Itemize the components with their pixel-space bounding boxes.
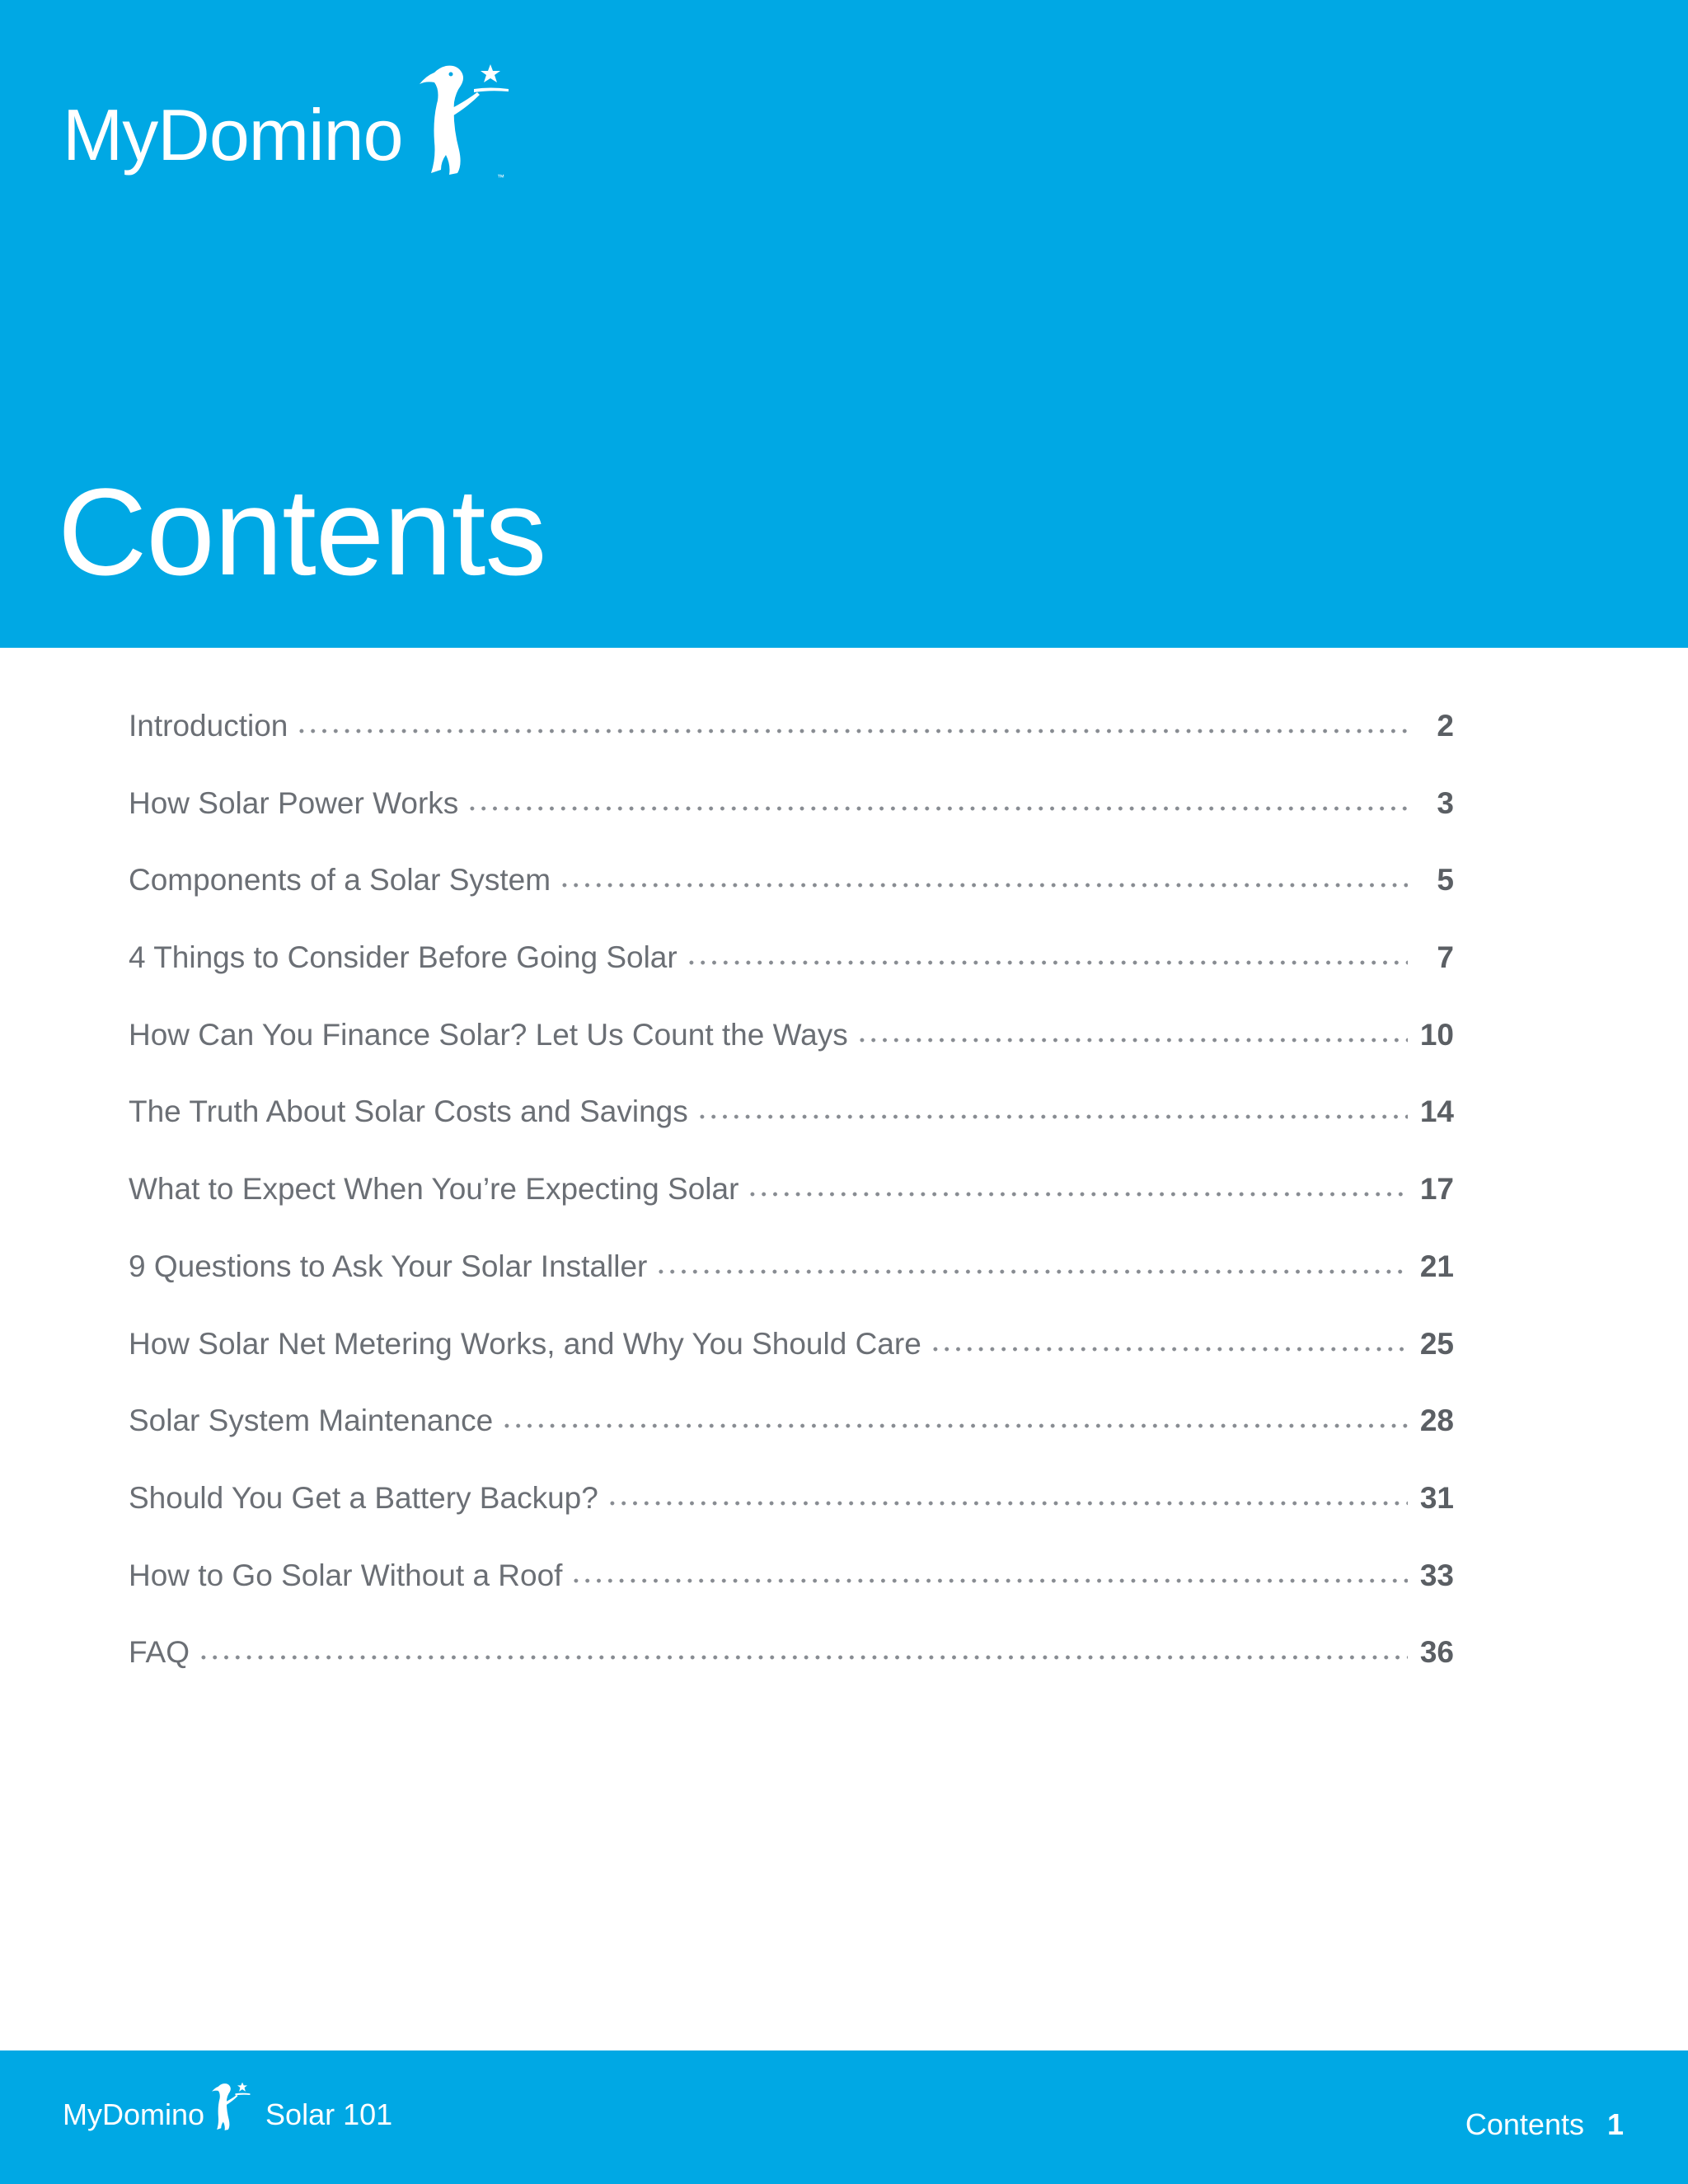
toc-entry-page: 3 <box>1437 785 1454 820</box>
table-of-contents <box>129 710 1454 1714</box>
toc-entry-title: Solar System Maintenance <box>129 1404 494 1438</box>
footer-document-title: Solar 101 <box>265 2097 393 2131</box>
toc-entry-title: The Truth About Solar Costs and Savings <box>129 1094 688 1129</box>
toc-dot-leader <box>296 728 1408 734</box>
toc-entry-title: Should You Get a Battery Backup? <box>129 1480 598 1515</box>
toc-entry-title: Components of a Solar System <box>129 863 551 898</box>
toc-entry[interactable] <box>129 1174 1454 1251</box>
toc-entry-title: How to Go Solar Without a Roof <box>129 1558 563 1592</box>
toc-entry-page: 7 <box>1437 940 1454 975</box>
toc-entry-page: 28 <box>1419 1404 1454 1438</box>
toc-dot-leader <box>930 1346 1408 1352</box>
toc-dot-leader <box>686 959 1408 966</box>
footer-brand-name: MyDomino <box>63 2097 205 2131</box>
penguin-waiter-icon <box>398 59 513 183</box>
toc-entry-title: How Solar Power Works <box>129 785 459 820</box>
toc-entry-page: 17 <box>1419 1172 1454 1207</box>
toc-entry[interactable] <box>129 1019 1454 1097</box>
footer-brand <box>63 2080 392 2135</box>
toc-dot-leader <box>198 1654 1408 1661</box>
header-banner <box>0 0 1688 648</box>
toc-entry-title: How Can You Finance Solar? Let Us Count the Ways <box>129 1017 848 1052</box>
footer-bar <box>0 2050 1688 2184</box>
toc-entry-page: 14 <box>1419 1094 1454 1129</box>
toc-dot-leader <box>570 1577 1408 1584</box>
toc-entry-title: What to Expect When You’re Expecting Solar <box>129 1172 739 1207</box>
toc-entry-page: 25 <box>1419 1326 1454 1361</box>
toc-dot-leader <box>747 1191 1408 1197</box>
toc-dot-leader <box>856 1037 1408 1043</box>
toc-entry-title: How Solar Net Metering Works, and Why You Should Care <box>129 1326 921 1361</box>
toc-entry-title: FAQ <box>129 1635 190 1670</box>
toc-entry[interactable] <box>129 942 1454 1019</box>
toc-entry-page: 31 <box>1419 1480 1454 1515</box>
penguin-waiter-icon <box>203 2080 252 2135</box>
toc-dot-leader <box>607 1500 1408 1507</box>
footer-page-info <box>1465 2107 1624 2141</box>
footer-section-name: Contents <box>1465 2107 1584 2141</box>
toc-entry[interactable] <box>129 1405 1454 1483</box>
toc-entry[interactable] <box>129 865 1454 942</box>
toc-entry-title: 4 Things to Consider Before Going Solar <box>129 940 678 975</box>
brand-logo <box>63 59 513 183</box>
toc-entry[interactable] <box>129 1637 1454 1714</box>
toc-dot-leader <box>559 882 1408 888</box>
trademark-mark: ™ <box>496 173 504 181</box>
toc-dot-leader <box>655 1268 1408 1275</box>
toc-entry[interactable] <box>129 785 1454 865</box>
toc-entry-page: 33 <box>1419 1558 1454 1592</box>
brand-name: MyDomino <box>63 94 403 176</box>
page-title: Contents <box>58 462 546 601</box>
toc-entry[interactable] <box>129 710 1454 788</box>
toc-entry[interactable] <box>129 1326 1454 1406</box>
toc-entry[interactable] <box>129 1480 1454 1560</box>
toc-entry-title: 9 Questions to Ask Your Solar Installer <box>129 1249 648 1283</box>
toc-entry[interactable] <box>129 1560 1454 1638</box>
toc-entry-page: 36 <box>1419 1635 1454 1670</box>
toc-entry-page: 10 <box>1419 1017 1454 1052</box>
toc-dot-leader <box>696 1113 1408 1120</box>
toc-entry[interactable] <box>129 1251 1454 1329</box>
toc-entry-page: 2 <box>1437 709 1454 743</box>
toc-entry[interactable] <box>129 1096 1454 1174</box>
footer-page-number: 1 <box>1606 2107 1624 2141</box>
toc-entry-page: 21 <box>1419 1249 1454 1283</box>
toc-dot-leader <box>501 1422 1408 1429</box>
toc-entry-page: 5 <box>1437 863 1454 898</box>
toc-dot-leader <box>467 805 1408 812</box>
toc-entry-title: Introduction <box>129 709 288 743</box>
